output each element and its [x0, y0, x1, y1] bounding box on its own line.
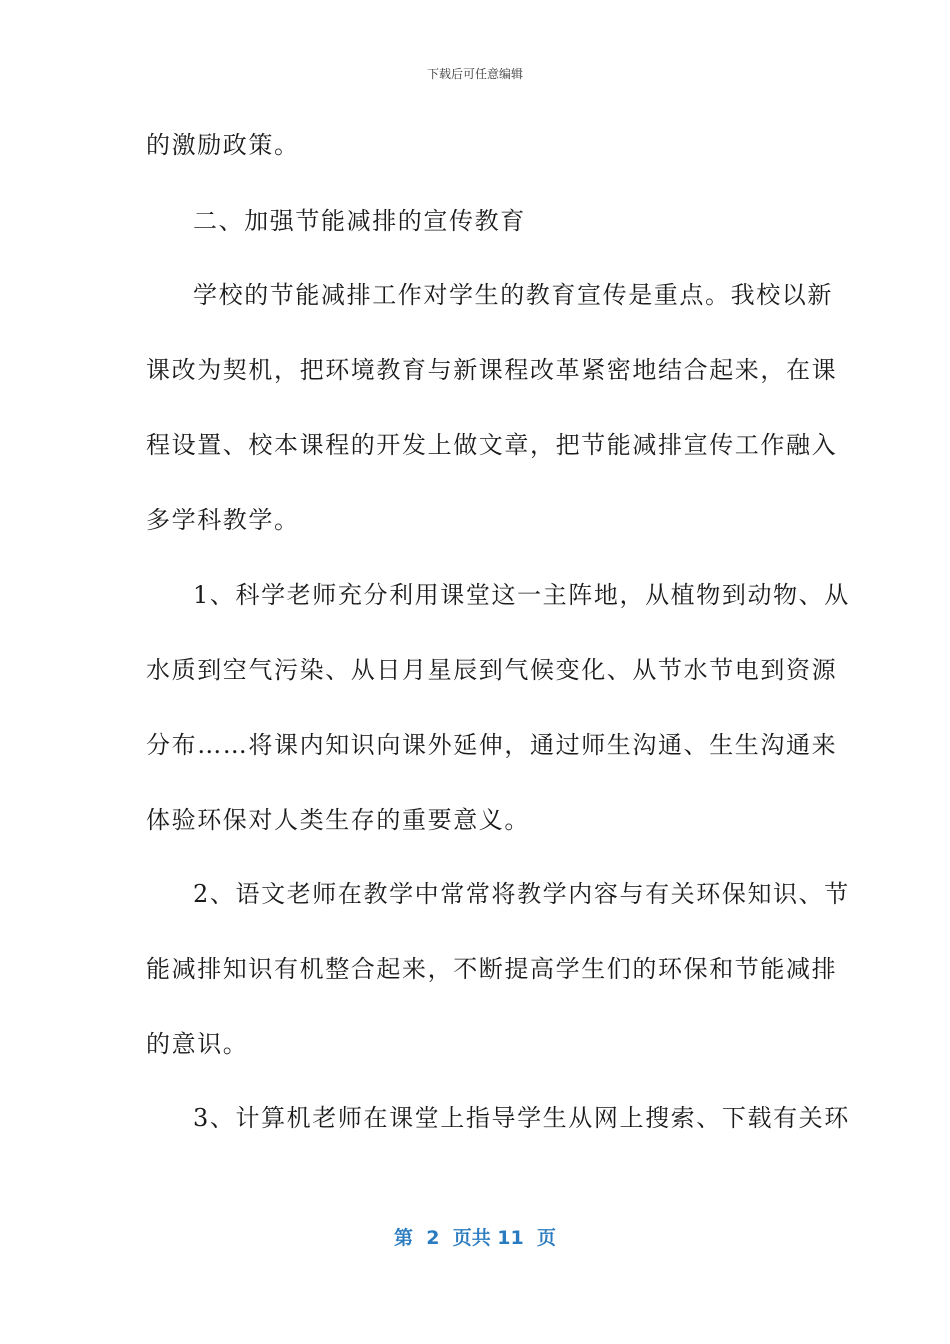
- text-line: 的激励政策。: [146, 131, 300, 159]
- text-line: 的意识。: [146, 1030, 249, 1058]
- text-line: 水质到空气污染、从日月星辰到气候变化、从节水节电到资源: [146, 656, 838, 684]
- page-header: 下载后可任意编辑: [426, 67, 523, 81]
- page-number: 第 2 页共 11 页: [394, 1227, 556, 1249]
- text-line: 2、语文老师在教学中常常将教学内容与有关环保知识、节: [193, 880, 850, 908]
- text-line: 体验环保对人类生存的重要意义。: [146, 806, 530, 834]
- text-line: 1、科学老师充分利用课堂这一主阵地，从植物到动物、从: [193, 581, 850, 609]
- section-heading: 二、加强节能减排的宣传教育: [193, 207, 526, 235]
- text-line: 分布……将课内知识向课外延伸，通过师生沟通、生生沟通来: [146, 731, 838, 759]
- text-line: 3、计算机老师在课堂上指导学生从网上搜索、下载有关环: [193, 1104, 850, 1132]
- text-line: 多学科教学。: [146, 506, 300, 534]
- text-line: 程设置、校本课程的开发上做文章，把节能减排宣传工作融入: [146, 431, 838, 459]
- text-line: 学校的节能减排工作对学生的教育宣传是重点。我校以新: [193, 281, 833, 309]
- text-line: 能减排知识有机整合起来，不断提高学生们的环保和节能减排: [146, 955, 838, 983]
- text-line: 课改为契机，把环境教育与新课程改革紧密地结合起来，在课: [146, 356, 838, 384]
